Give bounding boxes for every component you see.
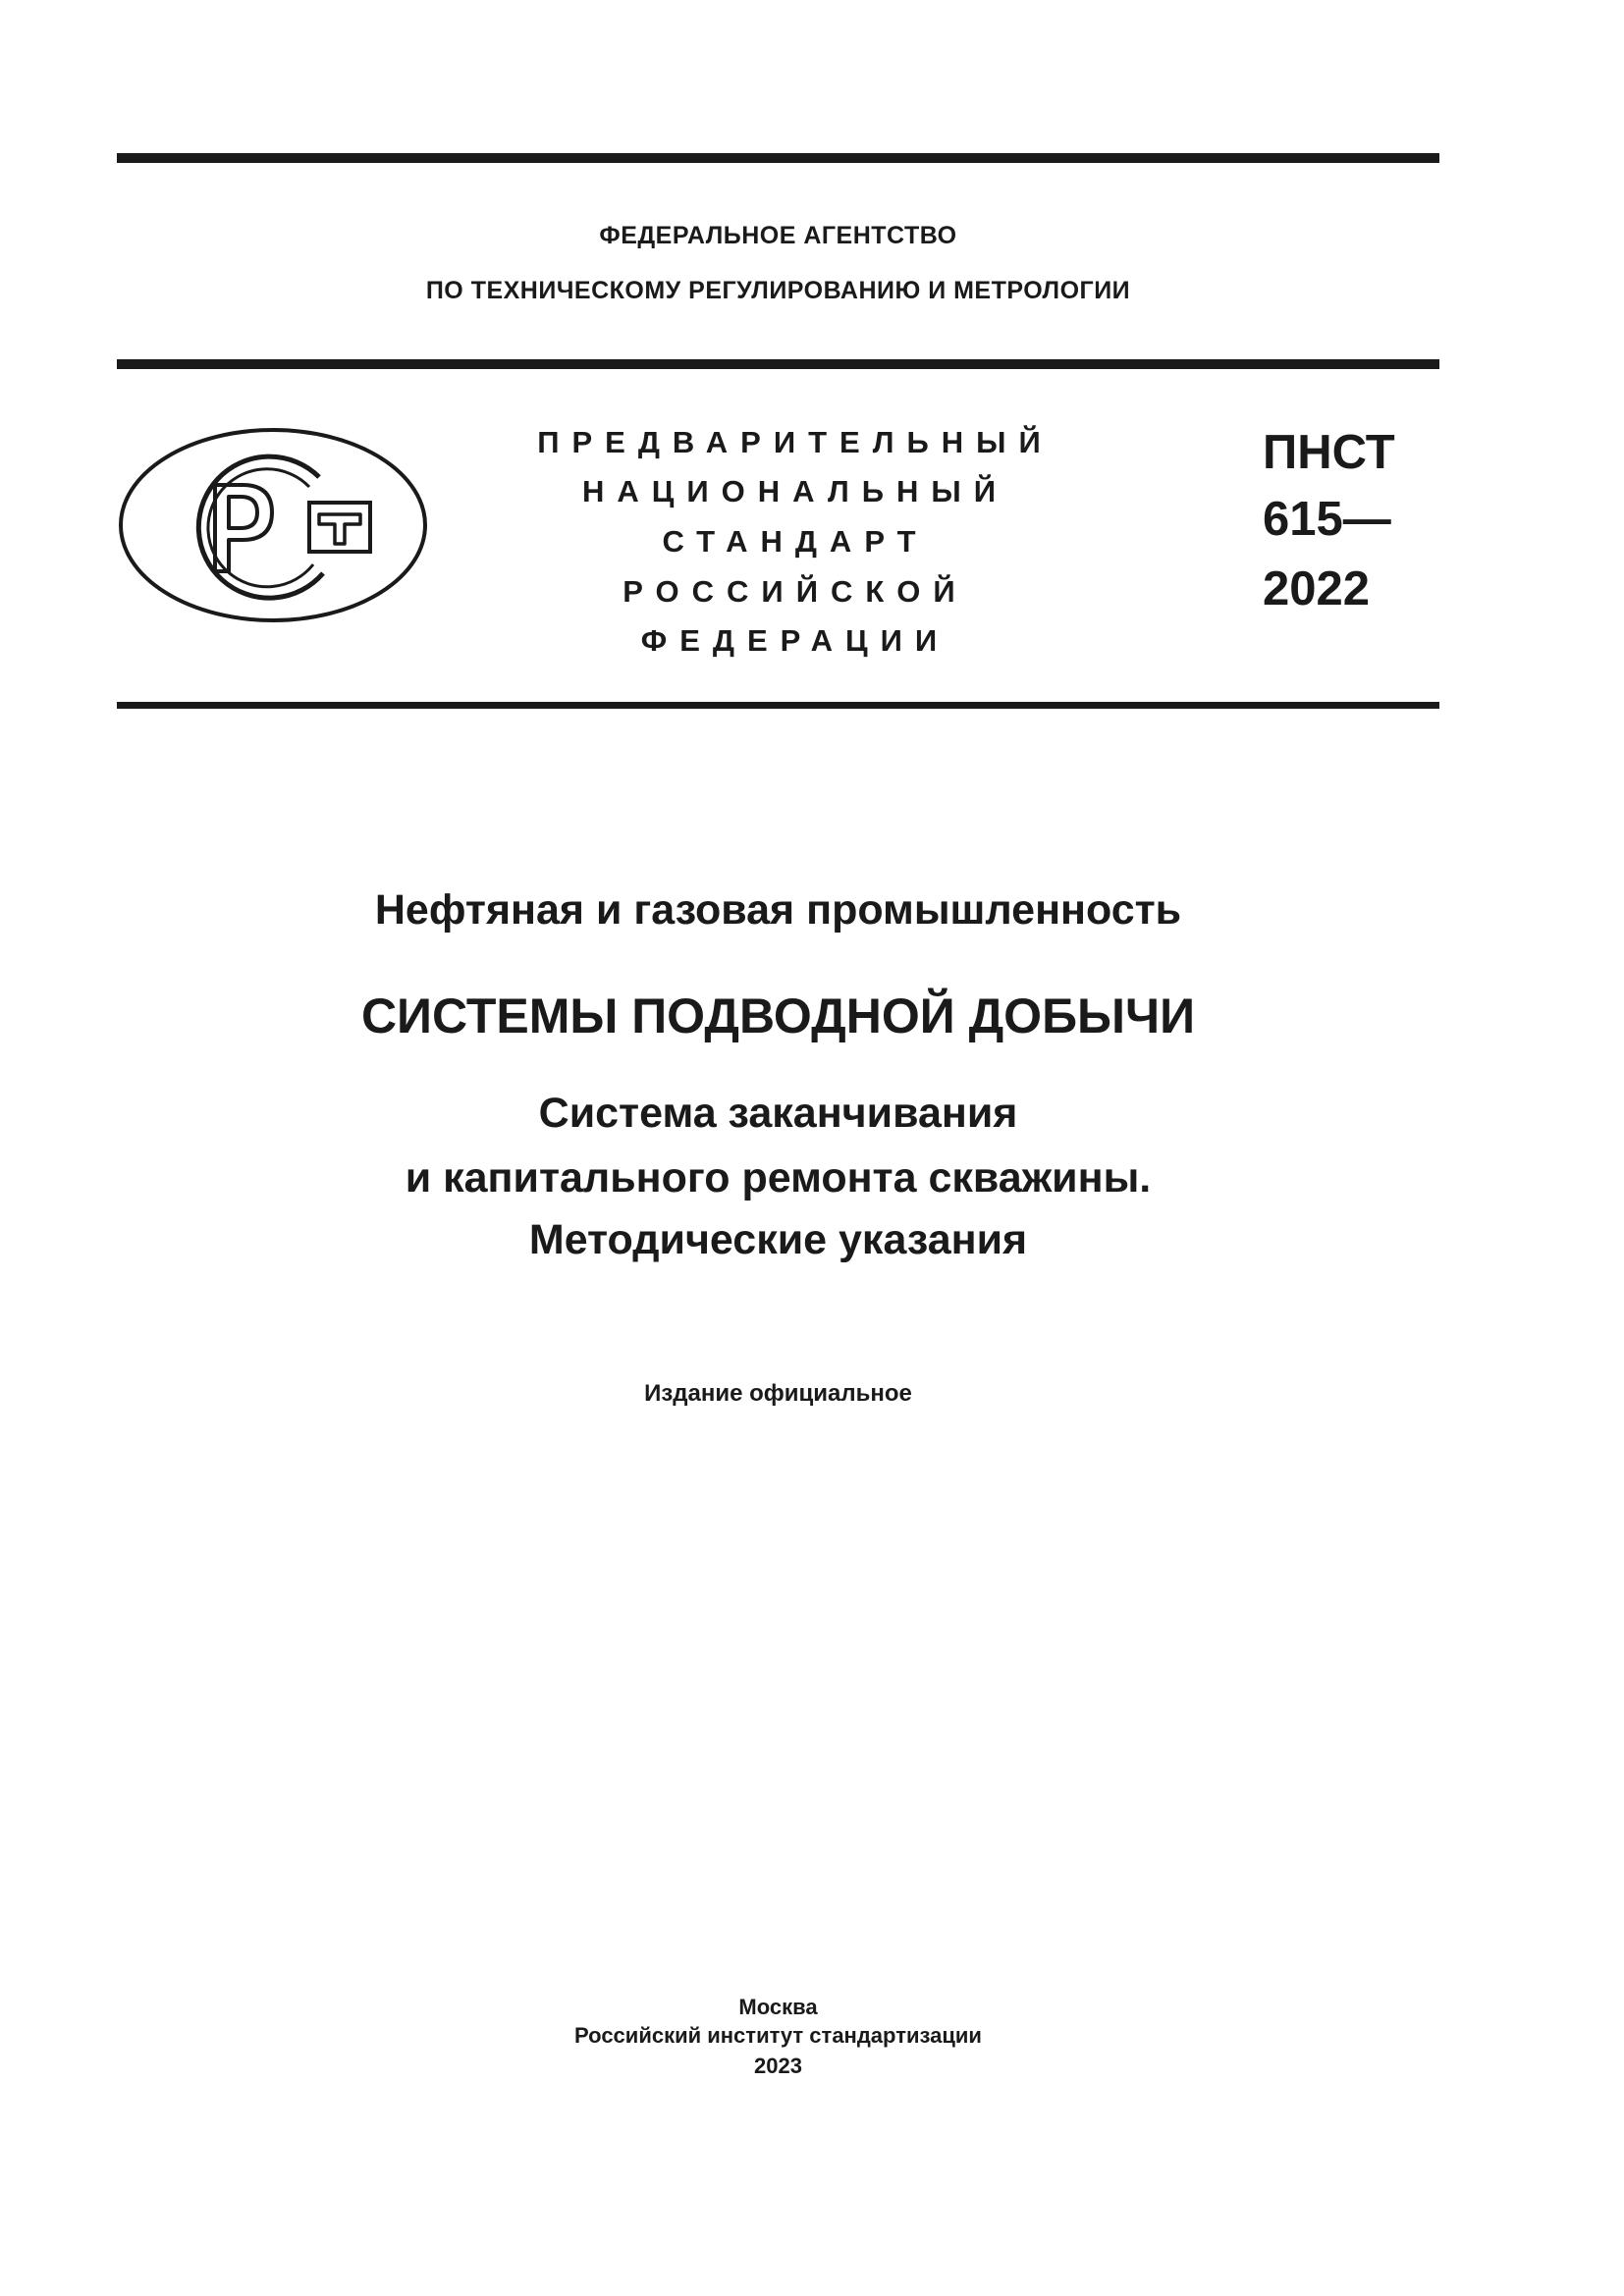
- standard-type-line: СТАНДАРТ: [662, 524, 929, 559]
- edition-label: Издание официальное: [644, 1380, 912, 1407]
- industry-title: Нефтяная и газовая промышленность: [374, 886, 1182, 934]
- imprint-city: Москва: [738, 1995, 818, 2019]
- standard-type-line: РОССИЙСКОЙ: [623, 574, 968, 609]
- rst-certification-mark-icon: [117, 426, 429, 624]
- imprint-publisher: Российский институт стандартизации: [574, 2023, 982, 2048]
- subtitle-line: и капитального ремонта скважины.: [405, 1154, 1152, 1201]
- standard-type-line: ФЕДЕРАЦИИ: [640, 623, 950, 658]
- standard-designation-number: 615—: [1263, 493, 1391, 546]
- section-rule: [117, 702, 1439, 709]
- subtitle-line: Система заканчивания: [538, 1090, 1018, 1137]
- standard-type-line: НАЦИОНАЛЬНЫЙ: [581, 474, 1009, 508]
- agency-name-line-1: ФЕДЕРАЛЬНОЕ АГЕНТСТВО: [599, 222, 957, 249]
- header-rule: [117, 359, 1439, 369]
- subtitle-line: Методические указания: [528, 1216, 1028, 1263]
- agency-name-line-2: ПО ТЕХНИЧЕСКОМУ РЕГУЛИРОВАНИЮ И МЕТРОЛОГИИ: [425, 277, 1131, 304]
- standard-designation-year: 2022: [1263, 562, 1371, 615]
- imprint-year: 2023: [754, 2054, 802, 2078]
- main-title: СИСТЕМЫ ПОДВОДНОЙ ДОБЫЧИ: [360, 988, 1196, 1043]
- top-rule: [117, 153, 1439, 163]
- standard-designation-prefix: ПНСТ: [1263, 426, 1395, 479]
- standard-type-line: ПРЕДВАРИТЕЛЬНЫЙ: [537, 425, 1054, 459]
